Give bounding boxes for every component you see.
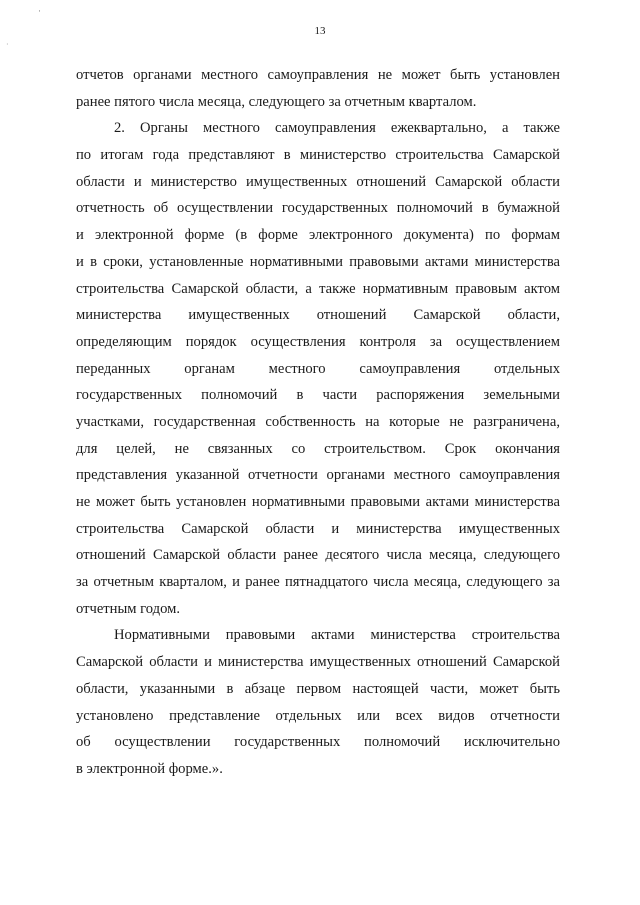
text-line: строительства Самарской области, а также нормативным правовым актом: [76, 280, 560, 297]
text-line: и электронной форме (в форме электронного документа) по формам: [76, 227, 560, 244]
text-line: определяющим порядок осуществления контроля за осуществлением: [76, 333, 560, 350]
text-line: за отчетным кварталом, и ранее пятнадцатого числа месяца, следующего за: [76, 574, 560, 591]
text-line: ранее пятого числа месяца, следующего за отчетным кварталом.: [76, 93, 477, 110]
text-line: отношений Самарской области ранее десятого числа месяца, следующего: [76, 547, 560, 564]
paragraph-continuation: [76, 62, 560, 115]
text-line: отчетность об осуществлении государственных полномочий в бумажной: [76, 200, 560, 217]
text-line: 2. Органы местного самоуправления ежеквартально, а также: [114, 120, 560, 137]
text-line: Самарской области и министерства имущественных отношений Самарской: [76, 654, 560, 671]
text-line: государственных полномочий в части распоряжения земельными: [76, 387, 560, 404]
text-line: области, указанными в абзаце первом настоящей части, может быть: [76, 680, 560, 697]
text-line: отчетов органами местного самоуправления не может быть установлен: [76, 67, 560, 83]
text-line: переданных органам местного самоуправления отдельных: [76, 360, 560, 377]
text-line: в электронной форме.».: [76, 760, 223, 777]
text-line: министерства имущественных отношений Самарской области,: [76, 307, 560, 324]
document-body: [76, 62, 560, 783]
text-line: представления указанной отчетности органами местного самоуправления: [76, 467, 560, 484]
text-line: Нормативными правовыми актами министерства строительства: [114, 627, 560, 644]
text-line: не может быть установлен нормативными правовыми актами министерства: [76, 494, 560, 510]
text-line: строительства Самарской области и министерства имущественных: [76, 520, 560, 537]
text-line: установлено представление отдельных или всех видов отчетности: [76, 707, 560, 724]
text-line: по итогам года представляют в министерство строительства Самарской: [76, 147, 560, 164]
text-line: участками, государственная собственность на которые не разграничена,: [76, 413, 560, 430]
paragraph-item-2: [76, 115, 560, 622]
text-line: отчетным годом.: [76, 600, 181, 617]
scan-mark-side: ·: [6, 40, 9, 49]
text-line: для целей, не связанных со строительством. Срок окончания: [76, 440, 560, 457]
paragraph-electronic-form: [76, 622, 560, 782]
text-line: области и министерство имущественных отношений Самарской области: [76, 173, 560, 190]
page-number: 13: [314, 25, 326, 37]
text-line: и в сроки, установленные нормативными правовыми актами министерства: [76, 253, 560, 270]
text-line: об осуществлении государственных полномочий исключительно: [76, 734, 560, 751]
scan-mark: ·: [38, 6, 41, 16]
